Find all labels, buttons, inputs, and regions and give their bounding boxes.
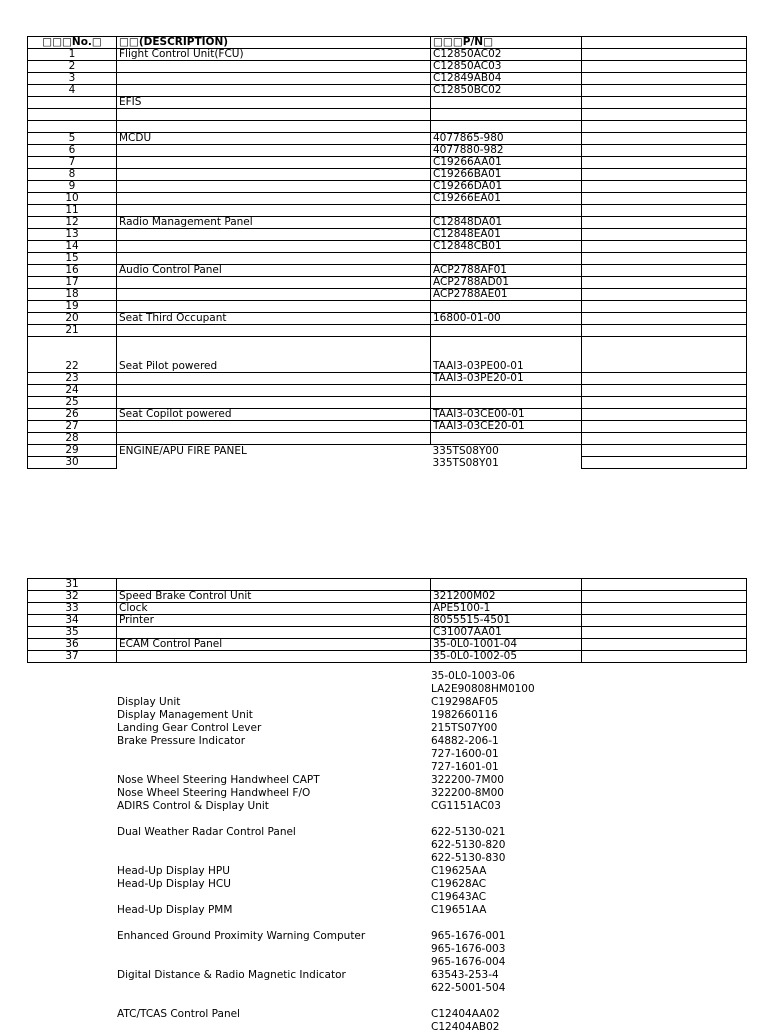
row-number: [28, 121, 117, 133]
row-number: 6: [28, 145, 117, 157]
row-extra: [582, 385, 747, 397]
row-number: 36: [28, 639, 117, 651]
row-description: Seat Pilot powered: [117, 337, 431, 373]
row-extra: [582, 421, 747, 433]
item-description: Display Unit: [117, 696, 181, 708]
row-extra: [582, 409, 747, 421]
list-item: [115, 1021, 735, 1034]
row-part-number: TAAI3-03PE00-01: [431, 337, 582, 373]
row-extra: [582, 133, 747, 145]
row-part-number: [431, 397, 582, 409]
list-item: [115, 774, 735, 787]
row-part-number: TAAI3-03CE20-01: [431, 421, 582, 433]
row-number: 29: [28, 445, 117, 457]
item-part-number: CG1151AC03: [431, 800, 501, 812]
list-item: [115, 852, 735, 865]
row-part-number: [431, 433, 582, 445]
row-extra: [582, 169, 747, 181]
row-part-number: ACP2788AD01: [431, 277, 582, 289]
table-row: [28, 85, 747, 97]
header-description: □□(DESCRIPTION): [117, 37, 431, 49]
row-extra: [582, 181, 747, 193]
row-part-number: ACP2788AF01: [431, 265, 582, 277]
row-number: 8: [28, 169, 117, 181]
row-number: [28, 109, 117, 121]
row-extra: [582, 61, 747, 73]
list-item: [115, 670, 735, 683]
item-description: Enhanced Ground Proximity Warning Computer: [117, 930, 366, 942]
row-number: 32: [28, 591, 117, 603]
row-description: Radio Management Panel: [117, 217, 431, 229]
item-description: Landing Gear Control Lever: [117, 722, 262, 734]
item-description: Brake Pressure Indicator: [117, 735, 246, 747]
list-item: [115, 761, 735, 774]
list-item: [115, 696, 735, 709]
row-extra: [582, 615, 747, 627]
row-extra: [582, 313, 747, 325]
list-item: [115, 813, 735, 826]
table-row: [28, 169, 747, 181]
list-item: [115, 865, 735, 878]
row-part-number: APE5100-1: [431, 603, 582, 615]
row-extra: [582, 603, 747, 615]
list-item: [115, 917, 735, 930]
row-extra: [582, 591, 747, 603]
table-row: [28, 445, 747, 457]
list-item: [115, 735, 735, 748]
row-number: 13: [28, 229, 117, 241]
item-part-number: C19651AA: [431, 904, 487, 916]
row-extra: [582, 301, 747, 313]
list-item: [115, 930, 735, 943]
header-no: □□□No.□: [28, 37, 117, 49]
row-description: [117, 121, 431, 133]
table-row: [28, 409, 747, 421]
table-row: [28, 205, 747, 217]
row-description: Clock: [117, 603, 431, 615]
row-extra: [582, 627, 747, 639]
row-description: [117, 277, 431, 289]
row-number: 33: [28, 603, 117, 615]
item-description: ATC/TCAS Control Panel: [117, 1008, 240, 1020]
row-description: [117, 73, 431, 85]
list-item: [115, 982, 735, 995]
row-part-number: C31007AA01: [431, 627, 582, 639]
table-row: [28, 193, 747, 205]
row-number: 35: [28, 627, 117, 639]
row-extra: [582, 217, 747, 229]
row-number: 10: [28, 193, 117, 205]
table-row: [28, 337, 747, 373]
row-part-number: [431, 301, 582, 313]
row-extra: [582, 579, 747, 591]
table-row: [28, 217, 747, 229]
row-part-number: 335TS08Y00: [432, 444, 499, 457]
list-item: [115, 891, 735, 904]
table-header-row: [28, 37, 747, 49]
row-extra: [582, 241, 747, 253]
item-part-number: 35-0L0-1003-06: [431, 670, 516, 682]
row-number: 5: [28, 133, 117, 145]
row-number: 22: [28, 337, 117, 373]
row-part-number: [431, 97, 582, 109]
row-description: [117, 205, 431, 217]
row-description: [117, 241, 431, 253]
item-part-number: 322200-7M00: [431, 774, 504, 786]
row-number: 11: [28, 205, 117, 217]
row-description: Audio Control Panel: [117, 265, 431, 277]
row-description: Printer: [117, 615, 431, 627]
row-description: [117, 457, 431, 469]
row-number: 1: [28, 49, 117, 61]
row-description: [117, 579, 431, 591]
row-part-number: C12848DA01: [431, 217, 582, 229]
list-item: [115, 995, 735, 1008]
row-description: Seat Third Occupant: [117, 313, 431, 325]
item-part-number: 727-1600-01: [431, 748, 499, 760]
item-part-number: 622-5130-021: [431, 826, 506, 838]
row-number: 7: [28, 157, 117, 169]
list-item: [115, 956, 735, 969]
row-number: [28, 97, 117, 109]
row-number: 27: [28, 421, 117, 433]
row-number: 37: [28, 651, 117, 663]
row-part-number: C12848CB01: [431, 241, 582, 253]
row-description: [117, 229, 431, 241]
row-extra: [582, 109, 747, 121]
row-number: 17: [28, 277, 117, 289]
row-extra: [582, 639, 747, 651]
row-part-number: C19266EA01: [431, 193, 582, 205]
table-row: [28, 579, 747, 591]
row-description: [117, 651, 431, 663]
table-row: [28, 421, 747, 433]
row-extra: [582, 73, 747, 85]
row-part-number: C12850AC03: [431, 61, 582, 73]
row-part-number: C19266AA01: [431, 157, 582, 169]
list-item: [115, 1008, 735, 1021]
list-item: [115, 683, 735, 696]
row-description: [117, 421, 431, 433]
table-row: [28, 457, 747, 469]
row-number: 24: [28, 385, 117, 397]
table-row: [28, 109, 747, 121]
row-description: EFIS: [117, 97, 431, 109]
row-description: Seat Copilot powered: [117, 409, 431, 421]
table-row: [28, 639, 747, 651]
row-extra: [582, 193, 747, 205]
list-item: [115, 722, 735, 735]
row-description: [117, 627, 431, 639]
table-row: [28, 73, 747, 85]
item-part-number: 322200-8M00: [431, 787, 504, 799]
row-description: [117, 157, 431, 169]
row-description: [117, 169, 431, 181]
row-part-number: C12850AC02: [431, 49, 582, 61]
row-description: ENGINE/APU FIRE PANEL: [117, 445, 431, 457]
table-row: [28, 603, 747, 615]
additional-parts-list: [115, 670, 735, 1034]
table-row: [28, 615, 747, 627]
list-item: [115, 878, 735, 891]
item-part-number: 622-5130-820: [431, 839, 506, 851]
row-part-number: 16800-01-00: [431, 313, 582, 325]
list-item: [115, 839, 735, 852]
row-extra: [582, 457, 747, 469]
parts-table-1-body: [28, 37, 747, 469]
item-part-number: LA2E90808HM0100: [431, 683, 535, 695]
item-description: Digital Distance & Radio Magnetic Indicator: [117, 969, 346, 981]
item-part-number: C19625AA: [431, 865, 487, 877]
row-description: [117, 289, 431, 301]
row-description: [117, 325, 431, 337]
row-part-number: TAAI3-03CE00-01: [431, 409, 582, 421]
row-number: 31: [28, 579, 117, 591]
list-item: [115, 826, 735, 839]
row-number: 25: [28, 397, 117, 409]
table-row: [28, 313, 747, 325]
table-row: [28, 433, 747, 445]
table-row: [28, 397, 747, 409]
row-extra: [582, 337, 747, 373]
row-description: [117, 397, 431, 409]
row-part-number: [431, 579, 582, 591]
row-number: 14: [28, 241, 117, 253]
row-description: [117, 373, 431, 385]
row-extra: [582, 651, 747, 663]
list-item: [115, 943, 735, 956]
row-extra: [582, 229, 747, 241]
row-part-number: [431, 325, 582, 337]
row-part-number: TAAI3-03PE20-01: [431, 373, 582, 385]
row-part-number: [431, 121, 582, 133]
row-part-number: [431, 385, 582, 397]
row-description: [117, 85, 431, 97]
row-part-number: 4077880-982: [431, 145, 582, 157]
list-item: [115, 709, 735, 722]
list-item: [115, 748, 735, 761]
row-extra: [582, 289, 747, 301]
row-part-number: 8055515-4501: [431, 615, 582, 627]
row-part-number: C19266BA01: [431, 169, 582, 181]
item-part-number: C12404AA02: [431, 1008, 500, 1020]
row-description: Speed Brake Control Unit: [117, 591, 431, 603]
row-number: 19: [28, 301, 117, 313]
item-description: ADIRS Control & Display Unit: [117, 800, 269, 812]
header-extra: [582, 37, 747, 49]
item-description: Head-Up Display PMM: [117, 904, 233, 916]
table-row: [28, 157, 747, 169]
row-description: [117, 433, 431, 445]
item-part-number: 1982660116: [431, 709, 498, 721]
row-part-number: C12850BC02: [431, 85, 582, 97]
row-extra: [582, 205, 747, 217]
row-description: MCDU: [117, 133, 431, 145]
parts-table-2: [27, 578, 747, 663]
row-number: 26: [28, 409, 117, 421]
list-item: [115, 787, 735, 800]
row-extra: [582, 433, 747, 445]
row-description: [117, 181, 431, 193]
item-part-number: C12404AB02: [431, 1021, 500, 1033]
row-extra: [582, 253, 747, 265]
row-number: 9: [28, 181, 117, 193]
row-extra: [582, 397, 747, 409]
row-description: [117, 253, 431, 265]
row-extra: [582, 373, 747, 385]
item-part-number: C19298AF05: [431, 696, 499, 708]
table-row: [28, 49, 747, 61]
table-row: [28, 181, 747, 193]
row-extra: [582, 277, 747, 289]
item-part-number: 215TS07Y00: [431, 722, 498, 734]
item-part-number: 965-1676-003: [431, 943, 506, 955]
row-number: 20: [28, 313, 117, 325]
row-description: [117, 193, 431, 205]
table-row: [28, 253, 747, 265]
item-part-number: C19643AC: [431, 891, 487, 903]
row-description: [117, 61, 431, 73]
parts-table-1: [27, 36, 747, 469]
item-description: Dual Weather Radar Control Panel: [117, 826, 296, 838]
row-extra: [582, 97, 747, 109]
item-part-number: 622-5001-504: [431, 982, 506, 994]
row-extra: [582, 325, 747, 337]
list-item: [115, 800, 735, 813]
table-row: [28, 325, 747, 337]
table-row: [28, 301, 747, 313]
row-part-number: ACP2788AE01: [431, 289, 582, 301]
row-description: Flight Control Unit(FCU): [117, 49, 431, 61]
table-row: [28, 133, 747, 145]
list-item: [115, 969, 735, 982]
parts-table-2-body: [28, 579, 747, 663]
row-extra: [582, 85, 747, 97]
item-part-number: C19628AC: [431, 878, 487, 890]
row-part-number: C12848EA01: [431, 229, 582, 241]
table-row: [28, 289, 747, 301]
list-item: [115, 904, 735, 917]
item-part-number: 622-5130-830: [431, 852, 506, 864]
table-row: [28, 591, 747, 603]
row-number: 3: [28, 73, 117, 85]
table-row: [28, 241, 747, 253]
row-extra: [582, 49, 747, 61]
table-row: [28, 627, 747, 639]
row-number: 2: [28, 61, 117, 73]
row-number: 23: [28, 373, 117, 385]
item-description: Head-Up Display HCU: [117, 878, 231, 890]
item-description: Nose Wheel Steering Handwheel F/O: [117, 787, 311, 799]
table-row: [28, 61, 747, 73]
row-part-number: [431, 253, 582, 265]
row-description: ECAM Control Panel: [117, 639, 431, 651]
table-row: [28, 145, 747, 157]
row-number: 16: [28, 265, 117, 277]
row-number: 4: [28, 85, 117, 97]
table-row: [28, 277, 747, 289]
item-description: Nose Wheel Steering Handwheel CAPT: [117, 774, 320, 786]
row-part-number: 35-0L0-1002-05: [431, 651, 582, 663]
table-row: [28, 265, 747, 277]
item-part-number: 965-1676-004: [431, 956, 506, 968]
header-pn: □□□P/N□: [431, 37, 582, 49]
row-number: 15: [28, 253, 117, 265]
row-extra: [582, 265, 747, 277]
row-part-number: 4077865-980: [431, 133, 582, 145]
table-row: [28, 651, 747, 663]
item-description: Display Management Unit: [117, 709, 253, 721]
table-row: [28, 97, 747, 109]
table-row: [28, 229, 747, 241]
row-description: [117, 385, 431, 397]
row-extra: [582, 445, 747, 457]
row-extra: [582, 157, 747, 169]
table-row: [28, 385, 747, 397]
row-part-number: 35-0L0-1001-04: [431, 639, 582, 651]
item-part-number: 727-1601-01: [431, 761, 499, 773]
row-part-number: C12849AB04: [431, 73, 582, 85]
row-number: 21: [28, 325, 117, 337]
table-row: [28, 373, 747, 385]
row-part-number: [431, 109, 582, 121]
row-part-number: [431, 205, 582, 217]
table-row: [28, 121, 747, 133]
row-part-number: 321200M02: [431, 591, 582, 603]
row-part-number: 335TS08Y01: [432, 456, 499, 469]
item-description: Head-Up Display HPU: [117, 865, 230, 877]
row-number: 30: [28, 457, 117, 469]
row-description: [117, 145, 431, 157]
row-number: 34: [28, 615, 117, 627]
row-part-number: C19266DA01: [431, 181, 582, 193]
row-number: 12: [28, 217, 117, 229]
row-number: 28: [28, 433, 117, 445]
item-part-number: 63543-253-4: [431, 969, 499, 981]
item-part-number: 965-1676-001: [431, 930, 506, 942]
row-description: [117, 301, 431, 313]
item-part-number: 64882-206-1: [431, 735, 499, 747]
row-extra: [582, 121, 747, 133]
row-number: 18: [28, 289, 117, 301]
row-description: [117, 109, 431, 121]
row-extra: [582, 145, 747, 157]
